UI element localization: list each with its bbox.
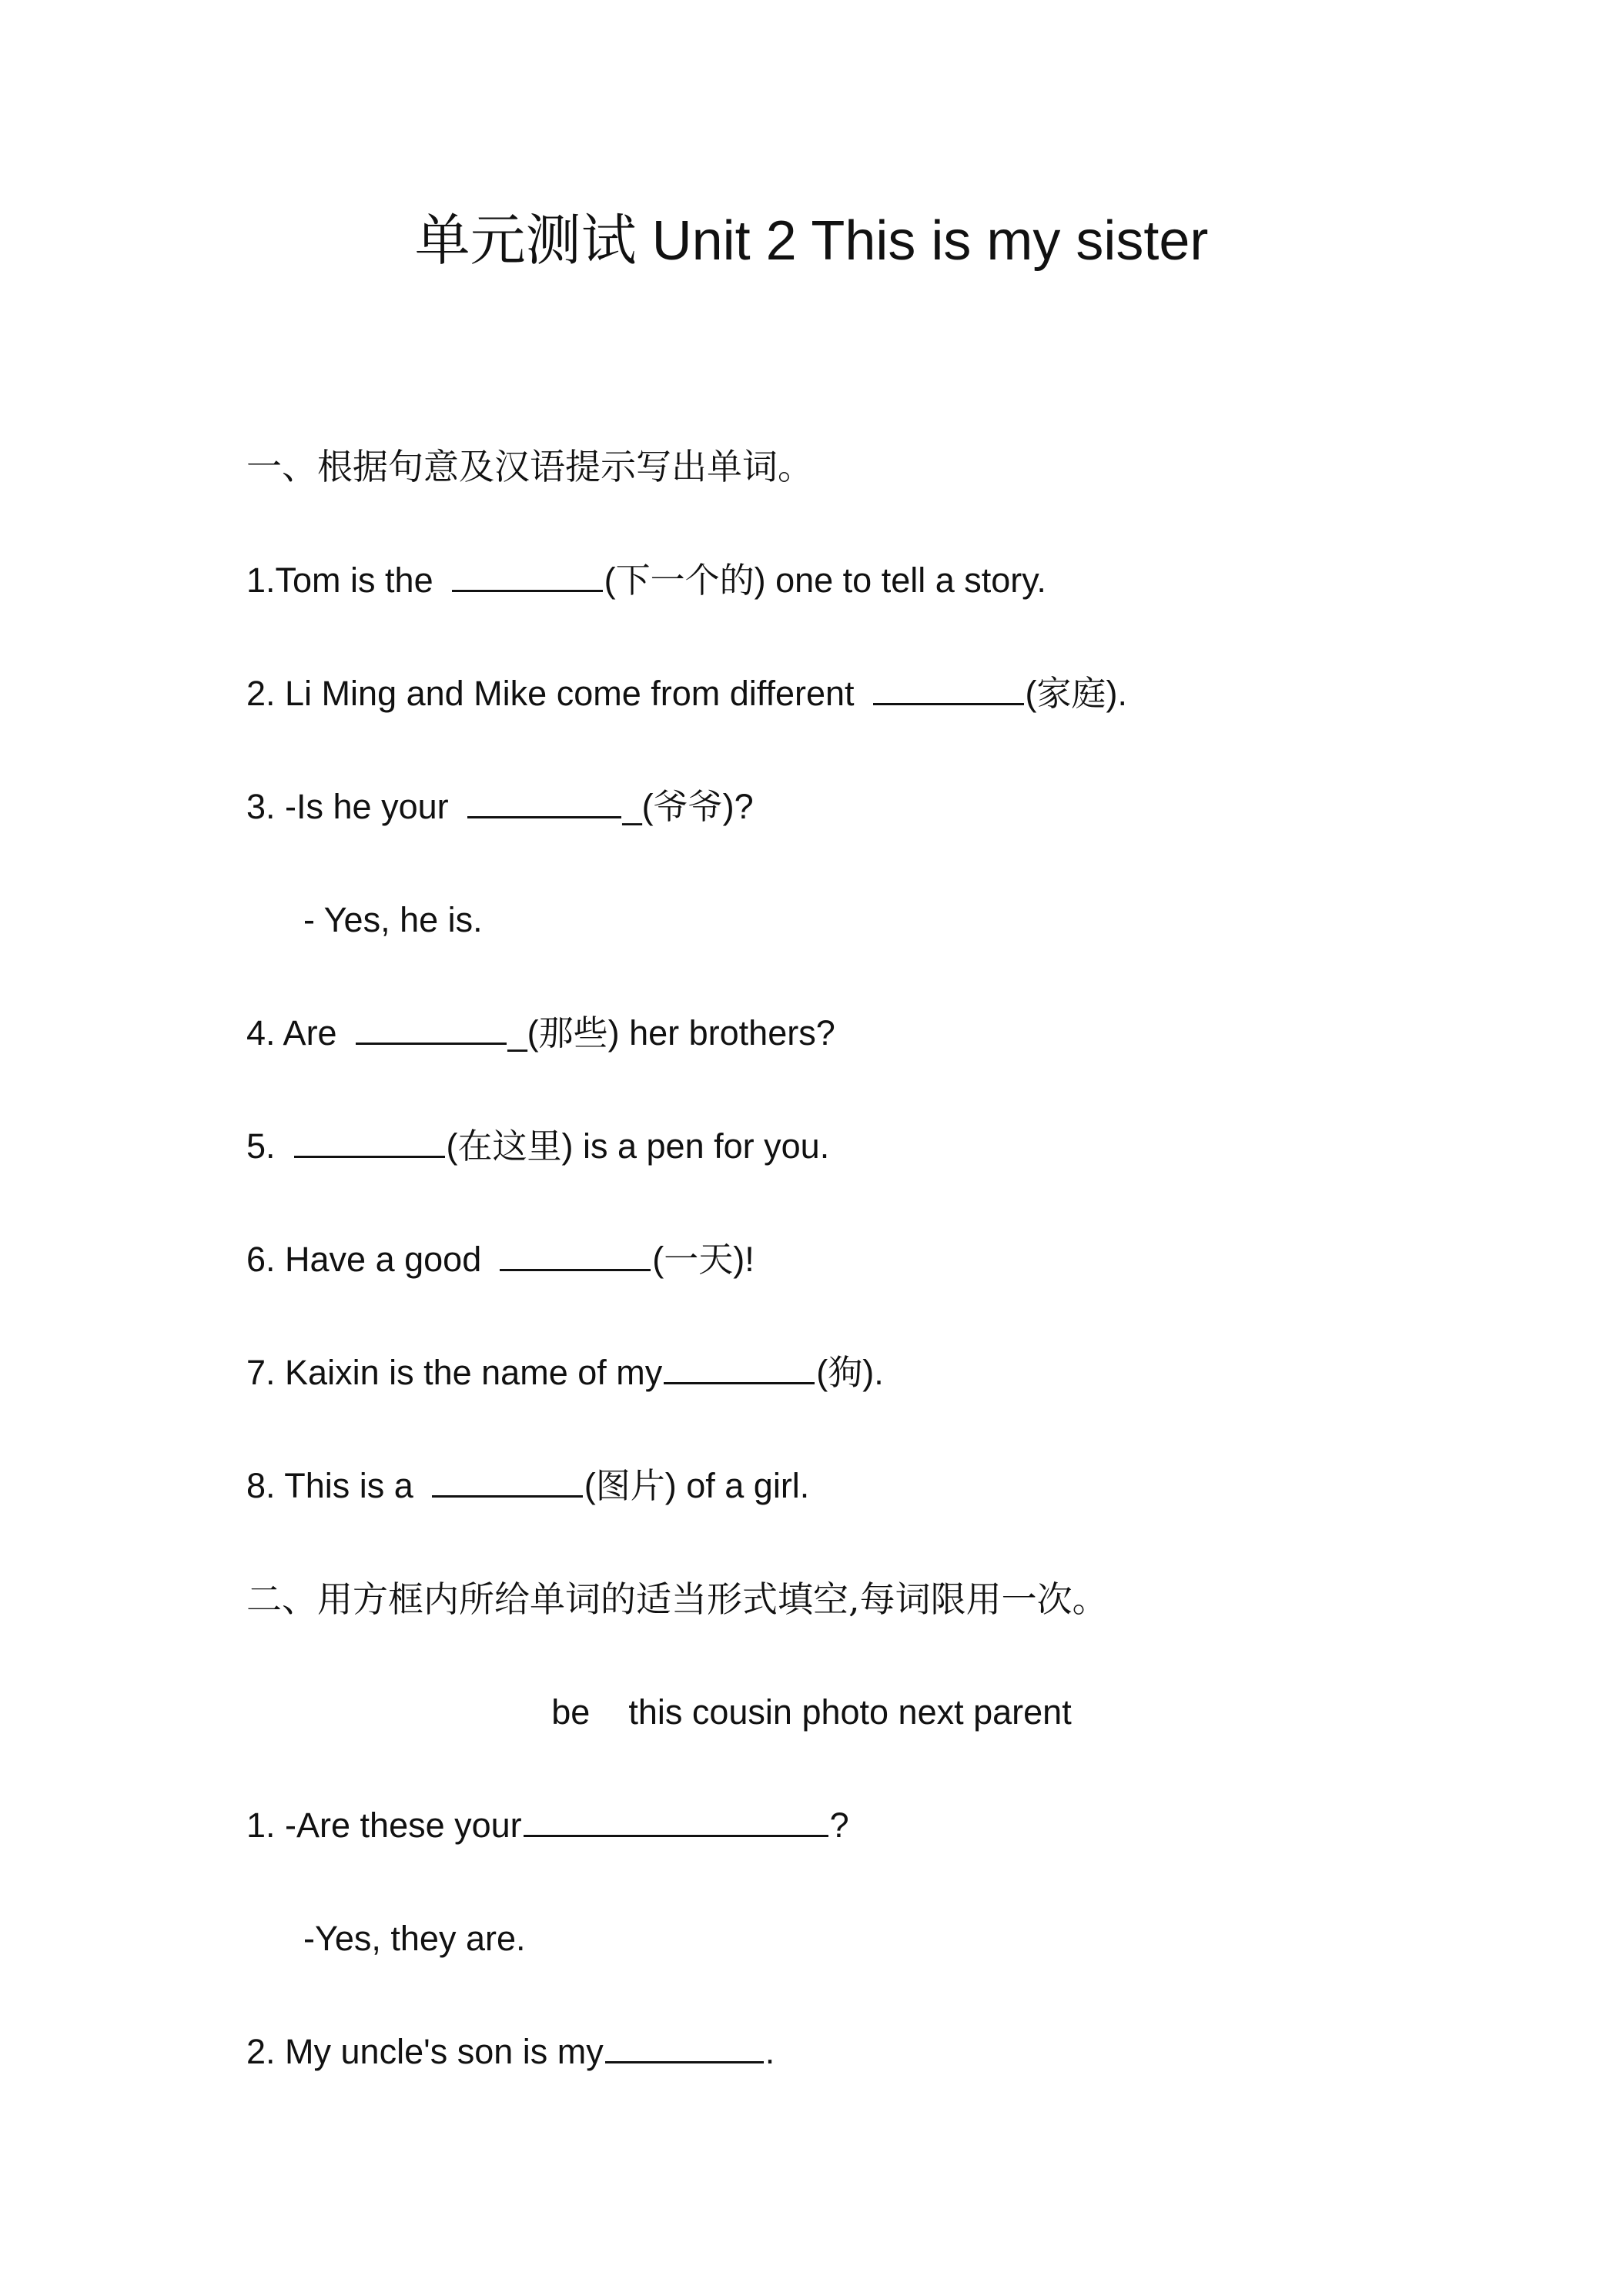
question-hint: ? <box>829 1806 849 1845</box>
answer-blank[interactable] <box>452 557 603 592</box>
question-hint: (家庭). <box>1025 674 1128 713</box>
question-text: 2. My uncle's son is my <box>246 2032 604 2071</box>
question-hint: (下一个的) one to tell a story. <box>604 561 1046 600</box>
question-hint: _(那些) her brothers? <box>507 1013 835 1053</box>
question-text: 5. <box>246 1126 276 1166</box>
question-text: 3. -Is he your <box>246 787 449 826</box>
section-2-heading: 二、用方框内所给单词的适当形式填空,每词限用一次。 <box>246 1578 1108 1620</box>
answer-blank[interactable] <box>605 2029 764 2063</box>
answer-blank[interactable] <box>356 1010 507 1045</box>
question-text: 8. This is a <box>246 1466 413 1505</box>
question-1-2 <box>246 671 1127 717</box>
question-2-2 <box>246 2029 775 2075</box>
page-title: 单元测试 Unit 2 This is my sister <box>414 210 1209 272</box>
question-hint: . <box>765 2032 775 2071</box>
question-1-1 <box>246 557 1046 604</box>
question-2-1 <box>246 1802 849 1849</box>
question-2-1-reply: -Yes, they are. <box>303 1919 526 1958</box>
answer-blank[interactable] <box>873 671 1024 705</box>
word-box: be this cousin photo next parent <box>551 1692 1072 1732</box>
answer-blank[interactable] <box>432 1463 583 1498</box>
question-text: 4. Are <box>246 1013 337 1053</box>
answer-blank[interactable] <box>500 1237 651 1271</box>
question-1-4 <box>246 1010 835 1056</box>
answer-blank[interactable] <box>524 1802 828 1837</box>
question-text: 1.Tom is the <box>246 561 433 600</box>
answer-blank[interactable] <box>664 1350 815 1384</box>
question-1-7 <box>246 1350 884 1396</box>
question-1-3-reply: - Yes, he is. <box>303 900 483 939</box>
question-1-3 <box>246 784 754 830</box>
answer-blank[interactable] <box>294 1123 445 1158</box>
question-text: 6. Have a good <box>246 1240 482 1279</box>
question-text: 1. -Are these your <box>246 1806 522 1845</box>
question-1-6 <box>246 1237 755 1283</box>
question-hint: (一天)! <box>652 1240 755 1279</box>
question-hint: (图片) of a girl. <box>584 1466 810 1505</box>
answer-blank[interactable] <box>467 784 621 818</box>
question-hint: _(爷爷)? <box>622 787 754 826</box>
question-1-8 <box>246 1463 809 1509</box>
section-1-heading: 一、根据句意及汉语提示写出单词。 <box>246 446 813 487</box>
question-text: 7. Kaixin is the name of my <box>246 1353 663 1392</box>
question-1-5 <box>246 1123 829 1170</box>
question-hint: (在这里) is a pen for you. <box>446 1126 830 1166</box>
question-text: 2. Li Ming and Mike come from different <box>246 674 855 713</box>
question-hint: (狗). <box>816 1353 884 1392</box>
